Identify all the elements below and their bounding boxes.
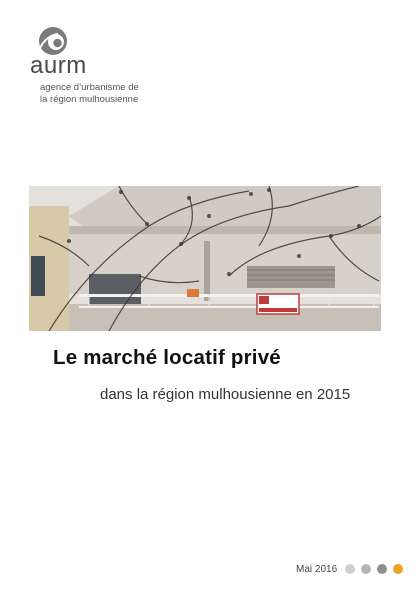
dot-1 — [345, 564, 355, 574]
publication-date: Mai 2016 — [296, 564, 338, 575]
logo-wordmark: aurm — [30, 52, 87, 79]
cover-subtitle: dans la région mulhousienne en 2015 — [100, 386, 351, 403]
logo-tagline-line2: la région mulhousienne — [40, 94, 139, 105]
decorative-dots — [345, 564, 403, 574]
dot-4 — [393, 564, 403, 574]
logo-tagline-line1: agence d’urbanisme de — [40, 82, 139, 93]
dot-2 — [361, 564, 371, 574]
logo-tagline — [40, 82, 139, 106]
dot-3 — [377, 564, 387, 574]
cover-title: Le marché locatif privé — [53, 346, 281, 369]
cover-photo — [29, 186, 381, 331]
